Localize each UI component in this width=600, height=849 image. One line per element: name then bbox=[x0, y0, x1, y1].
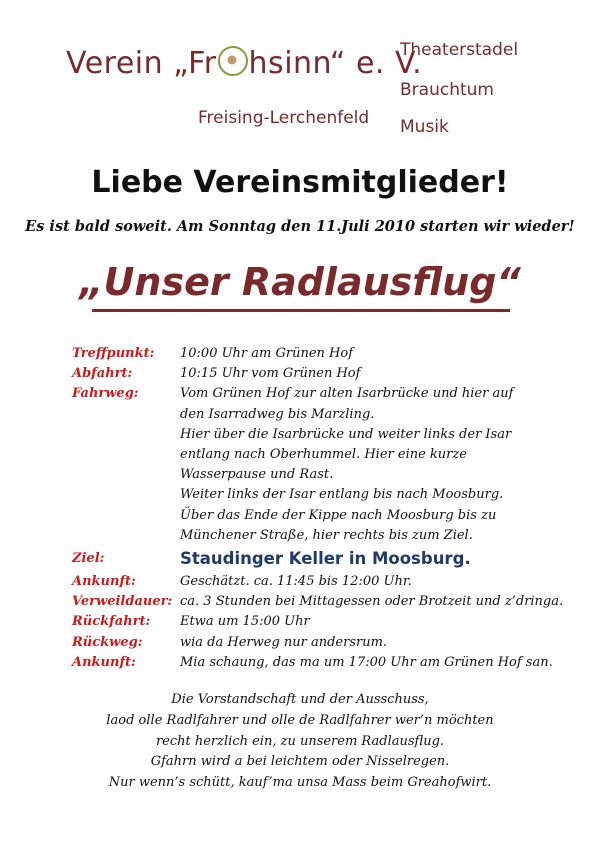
detail-value-line: Wasserpause und Rast. bbox=[180, 467, 334, 483]
detail-value bbox=[180, 364, 572, 384]
detail-row bbox=[72, 612, 572, 632]
detail-row bbox=[72, 364, 572, 384]
detail-row bbox=[72, 592, 572, 612]
detail-row bbox=[72, 633, 572, 653]
closing-line: laod olle Radlfahrer und olle de Radlfahrer wer‘n möchten bbox=[106, 712, 494, 728]
closing-message bbox=[0, 690, 600, 794]
closing-line: recht herzlich ein, zu unserem Radlausflug. bbox=[155, 733, 445, 749]
club-name-prefix: Verein „Fr bbox=[66, 46, 217, 81]
title-underline bbox=[92, 309, 510, 312]
club-name-suffix: hsinn“ e. V. bbox=[248, 46, 423, 81]
detail-value bbox=[180, 384, 572, 546]
detail-value bbox=[180, 592, 572, 612]
detail-value-line: Über das Ende der Kippe nach Moosburg bis zu bbox=[180, 507, 497, 523]
detail-value bbox=[180, 612, 572, 632]
detail-value bbox=[180, 546, 572, 572]
club-logo-icon bbox=[218, 46, 248, 76]
detail-label: Rückweg: bbox=[72, 634, 143, 650]
closing-line: Nur wenn’s schütt, kauf’ma unsa Mass beim Greahofwirt. bbox=[108, 775, 492, 791]
club-name bbox=[66, 46, 422, 81]
detail-label: Rückfahrt: bbox=[72, 614, 151, 630]
detail-value bbox=[180, 653, 572, 673]
event-details bbox=[72, 344, 572, 673]
detail-value-line: Münchener Straße, hier rechts bis zum Ziel. bbox=[180, 527, 473, 543]
detail-value-line: Vom Grünen Hof zur alten Isarbrücke und hier auf bbox=[180, 386, 514, 402]
detail-value-line: Staudinger Keller in Moosburg. bbox=[180, 549, 471, 569]
detail-row bbox=[72, 572, 572, 592]
detail-row bbox=[72, 384, 572, 546]
closing-line: Die Vorstandschaft und der Ausschuss, bbox=[171, 692, 429, 707]
greeting-heading: Liebe Vereinsmitglieder! bbox=[91, 165, 509, 200]
detail-value-line: Geschätzt. ca. 11:45 bis 12:00 Uhr. bbox=[180, 574, 412, 590]
detail-label: Ankunft: bbox=[72, 654, 136, 670]
detail-value-line: Weiter links der Isar entlang bis nach Moosburg. bbox=[180, 487, 504, 503]
intro-text: Es ist bald soweit. Am Sonntag den 11.Juli 2010 starten wir wieder! bbox=[25, 218, 575, 235]
detail-value-line: 10:15 Uhr vom Grünen Hof bbox=[180, 366, 361, 382]
detail-value-line: entlang nach Oberhummel. Hier eine kurze bbox=[180, 447, 467, 463]
detail-label: Ankunft: bbox=[72, 574, 136, 590]
detail-row bbox=[72, 546, 572, 572]
detail-label: Verweildauer: bbox=[72, 594, 173, 610]
tagline-musik: Musik bbox=[400, 117, 449, 137]
detail-row bbox=[72, 653, 572, 673]
detail-value-line: wia da Herweg nur andersrum. bbox=[180, 634, 388, 650]
tagline-theaterstadel: Theaterstadel bbox=[400, 40, 519, 60]
detail-value bbox=[180, 633, 572, 653]
tagline-brauchtum: Brauchtum bbox=[400, 80, 494, 100]
detail-value-line: Mia schaung, das ma um 17:00 Uhr am Grünen Hof san. bbox=[180, 654, 553, 670]
detail-label: Ziel: bbox=[72, 551, 105, 567]
detail-label: Treffpunkt: bbox=[72, 346, 155, 361]
club-location: Freising-Lerchenfeld bbox=[198, 108, 370, 128]
detail-value-line: den Isarradweg bis Marzling. bbox=[180, 406, 375, 422]
event-title: „Unser Radlausflug“ bbox=[79, 260, 521, 304]
detail-value bbox=[180, 572, 572, 592]
detail-value-line: ca. 3 Stunden bei Mittagessen oder Brotzeit und z’dringa. bbox=[180, 594, 564, 610]
detail-row bbox=[72, 344, 572, 364]
detail-value-line: Hier über die Isarbrücke und weiter links der Isar bbox=[180, 426, 512, 442]
closing-line: Gfahrn wird a bei leichtem oder Nisselregen. bbox=[150, 754, 450, 770]
detail-value-line: Etwa um 15:00 Uhr bbox=[180, 614, 310, 630]
detail-value bbox=[180, 344, 572, 364]
detail-label: Fahrweg: bbox=[72, 386, 139, 402]
detail-label: Abfahrt: bbox=[72, 366, 133, 382]
detail-value-line: 10:00 Uhr am Grünen Hof bbox=[180, 346, 353, 361]
